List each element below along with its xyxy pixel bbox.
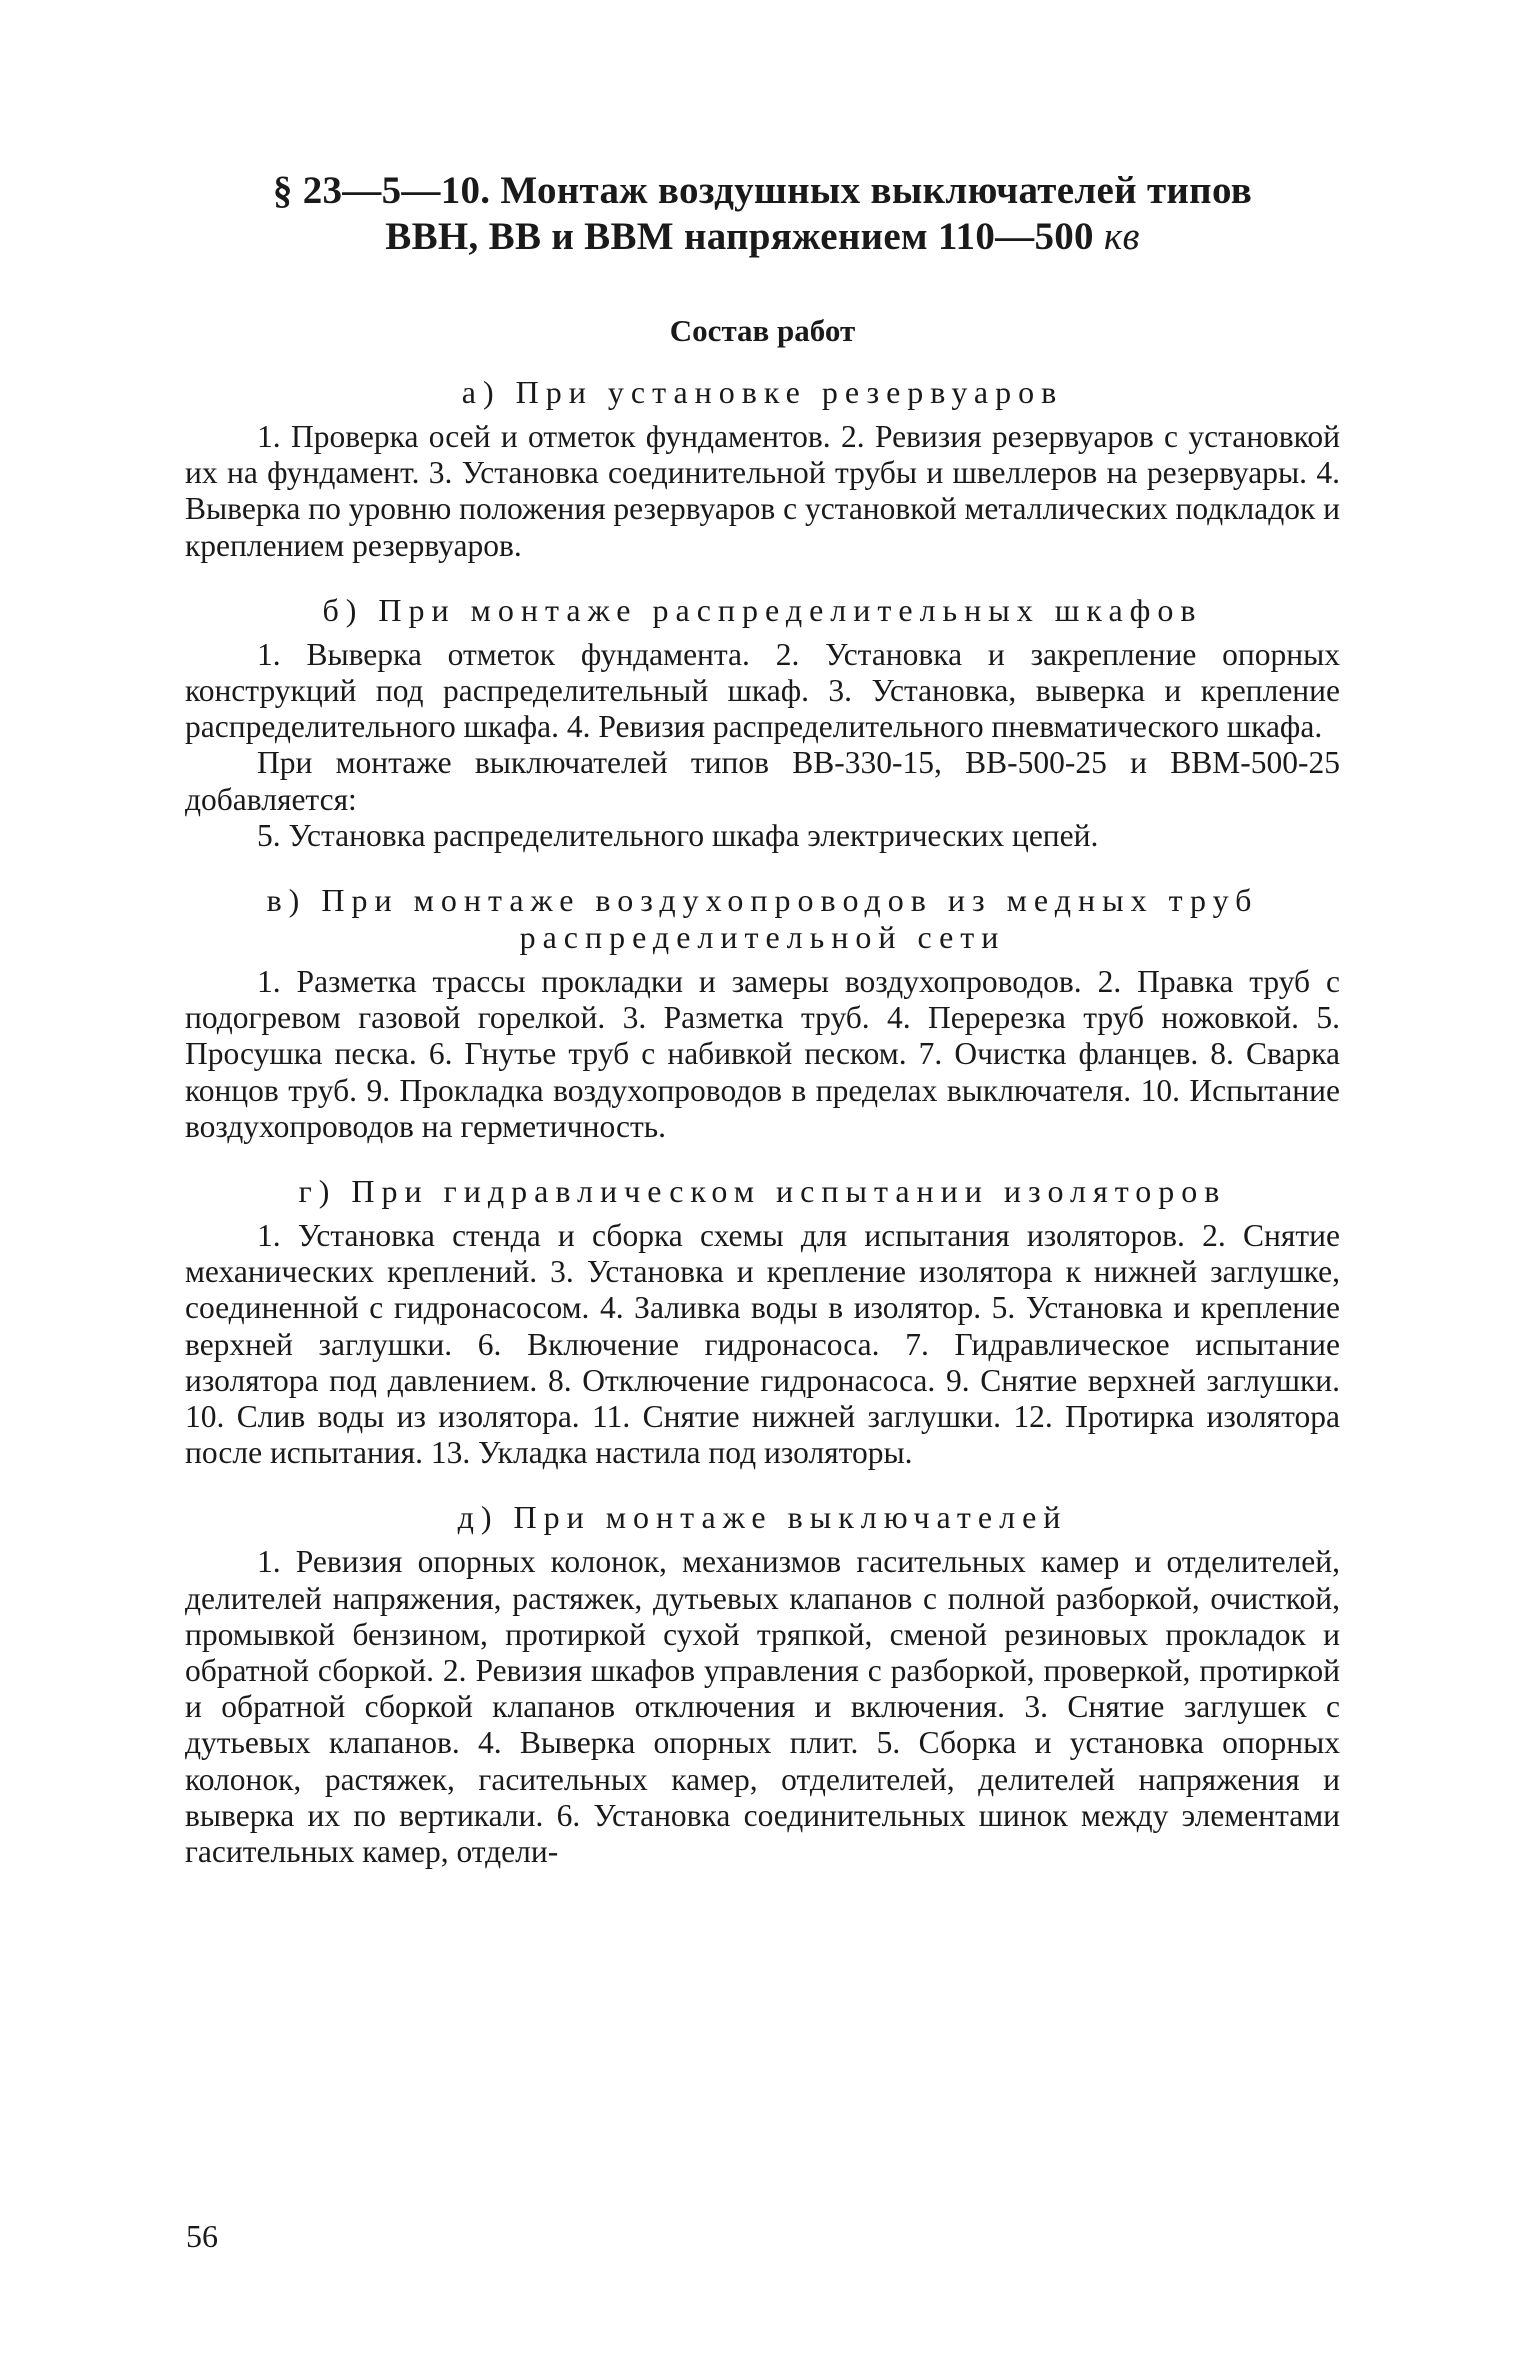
section-v-title-line-1: в) При монтаже воздухопроводов из медных труб	[266, 882, 1259, 919]
section-v-paragraph-1: 1. Разметка трассы прокладки и замеры воздухопроводов. 2. Правка труб с подогревом газовой горелкой. 3. Разметка труб. 4. Перерезка труб ножовкой. 5. Просушка песка. 6. Гнутье труб с набивкой песком. 7. Очистка фланцев. 8. Сварка концов труб. 9. Прокладка воздухопроводов в пределах выключателя. 10. Испытание воздухопроводов на герметичность.	[185, 964, 1340, 1144]
section-b-title: б) При монтаже распределительных шкафов	[322, 591, 1203, 628]
document-page	[185, 168, 1340, 1870]
heading-line-2	[185, 214, 1340, 260]
page-number: 56	[186, 2218, 218, 2254]
section-v	[185, 882, 1340, 1145]
section-a-paragraph-1: 1. Проверка осей и отметок фундаментов. 2. Ревизия резервуаров с установкой их на фундамент. 3. Установка соединительной трубы и швеллеров на резервуары. 4. Выверка по уровню положения резервуаров с установкой металлических подкладок и креплением резервуаров.	[185, 419, 1341, 563]
section-g-title: г) При гидравлическом испытании изоляторов	[298, 1173, 1227, 1210]
section-a-title: а) При установке резервуаров	[461, 374, 1064, 410]
heading-line-1: § 23—5—10. Монтаж воздушных выключателей типов	[272, 169, 1253, 212]
heading-line-2-text: ВВН, ВВ и ВВМ напряжением 110—500	[385, 215, 1094, 258]
section-b-paragraph-1: 1. Выверка отметок фундамента. 2. Установка и закрепление опорных конструкций под распределительный шкаф. 3. Установка, выверка и крепление распределительного шкафа. 4. Ревизия распределительного пневматического шкафа.	[185, 636, 1340, 745]
section-d	[185, 1499, 1340, 1870]
section-b-paragraph-2: При монтаже выключателей типов ВВ-330-15, ВВ-500-25 и ВВМ-500-25 добавляется:	[185, 745, 1340, 817]
section-g-paragraph-1: 1. Установка стенда и сборка схемы для испытания изоляторов. 2. Снятие механических креплений. 3. Установка и крепление изолятора к нижней заглушке, соединенной с гидронасосом. 4. Заливка воды в изолятор. 5. Установка и крепление верхней заглушки. 6. Включение гидронасоса. 7. Гидравлическое испытание изолятора под давлением. 8. Отключение гидронасоса. 9. Снятие верхней заглушки. 10. Слив воды из изолятора. 11. Снятие нижней заглушки. 12. Протирка изолятора после испытания. 13. Укладка настила под изоляторы.	[185, 1218, 1340, 1471]
heading-unit: кв	[1103, 215, 1140, 258]
document-heading	[185, 168, 1340, 260]
section-g	[185, 1173, 1340, 1471]
work-composition-subtitle: Состав работ	[669, 313, 856, 348]
section-d-paragraph-1: 1. Ревизия опорных колонок, механизмов гасительных камер и отделителей, делителей напряжения, растяжек, дутьевых клапанов с полной разборкой, очисткой, промывкой бензином, протиркой сухой тряпкой, сменой резиновых прокладок и обратной сборкой. 2. Ревизия шкафов управления с разборкой, проверкой, протиркой и обратной сборкой клапанов отключения и включения. 3. Снятие заглушек с дутьевых клапанов. 4. Выверка опорных плит. 5. Сборка и установка опорных колонок, растяжек, гасительных камер, отделителей, делителей напряжения и выверка их по вертикали. 6. Установка соединительных шинок между элементами гасительных камер, отдели-	[185, 1544, 1340, 1870]
section-v-title-line-2: распределительной сети	[519, 919, 1006, 956]
section-a	[185, 374, 1340, 564]
section-b	[185, 592, 1340, 854]
section-d-title: д) При монтаже выключателей	[457, 1499, 1068, 1536]
section-v-title	[185, 882, 1340, 956]
section-b-paragraph-3: 5. Установка распределительного шкафа электрических цепей.	[257, 817, 1099, 853]
